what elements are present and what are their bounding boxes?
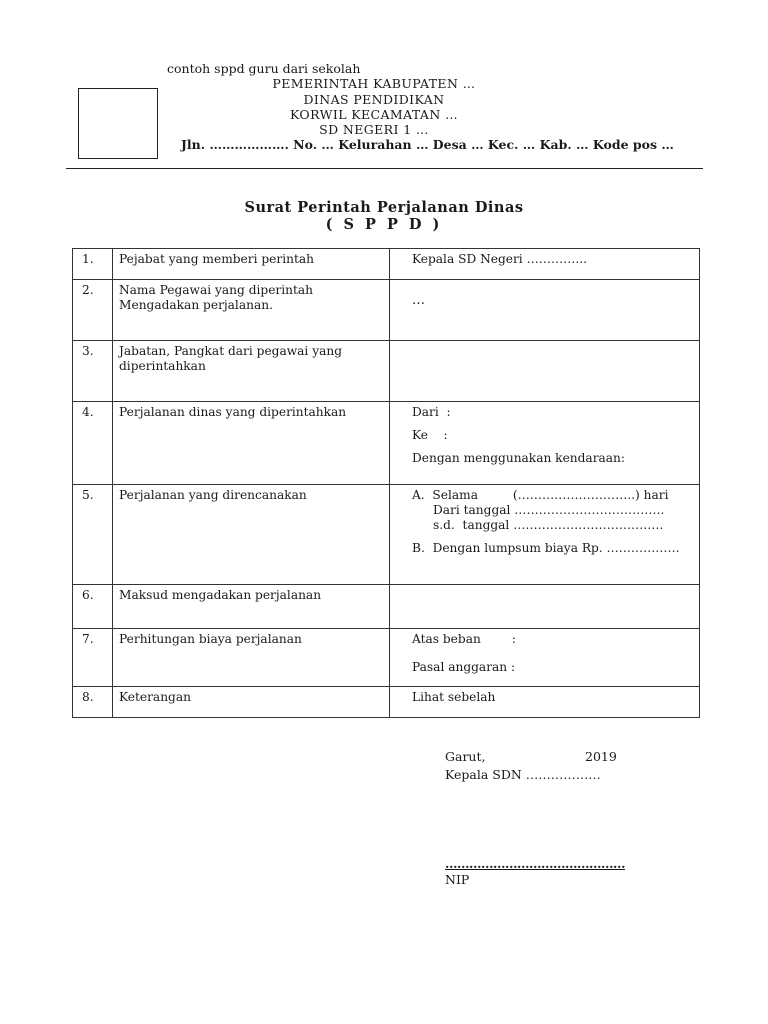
table-row — [73, 485, 700, 585]
row-value: Kepala SD Negeri …………... — [390, 249, 700, 280]
row-value — [390, 485, 700, 585]
header-district: KORWIL KECAMATAN … — [290, 107, 458, 122]
header-school: SD NEGERI 1 … — [319, 122, 429, 137]
row-label: Perjalanan dinas yang diperintahkan — [113, 402, 390, 485]
logo-placeholder — [78, 88, 158, 159]
document-title: Surat Perintah Perjalanan Dinas — [244, 199, 524, 216]
row-number: 5. — [73, 485, 113, 585]
vehicle-field: Dengan menggunakan kendaraan: — [412, 451, 626, 465]
header-government: PEMERINTAH KABUPATEN … — [272, 76, 476, 91]
header-divider — [66, 168, 703, 169]
row-label: Jabatan, Pangkat dari pegawai yang diperintahkan — [113, 341, 390, 402]
document-subtitle: ( S P P D ) — [325, 216, 443, 233]
row-value — [390, 585, 700, 629]
signature-place: Garut, — [445, 749, 486, 764]
row-label: Perhitungan biaya perjalanan — [113, 629, 390, 687]
origin-field: Dari : — [412, 405, 451, 419]
header-department: DINAS PENDIDIKAN — [303, 92, 445, 107]
row-value: Lihat sebelah — [390, 687, 700, 718]
header-address: Jln. ………………. No. … Kelurahan … Desa … Kec. … Kab. … Kode pos … — [181, 137, 674, 152]
end-date-field: s.d. tanggal ………………………………. — [433, 518, 664, 532]
row-label-line: Nama Pegawai yang diperintah — [119, 283, 314, 297]
signature-year: 2019 — [585, 749, 617, 764]
table-row — [73, 249, 700, 280]
row-number: 2. — [73, 280, 113, 341]
sppd-table — [72, 248, 700, 718]
row-label: Maksud mengadakan perjalanan — [113, 585, 390, 629]
destination-field: Ke : — [412, 428, 448, 442]
signature-place-date — [445, 749, 617, 764]
row-value-text: … — [412, 293, 425, 308]
row-label: Perjalanan yang direncanakan — [113, 485, 390, 585]
row-number: 8. — [73, 687, 113, 718]
budget-item-field: Pasal anggaran : — [412, 660, 516, 674]
row-value — [390, 629, 700, 687]
table-row — [73, 629, 700, 687]
signature-line: ……………………………………… — [445, 856, 625, 871]
table-row — [73, 402, 700, 485]
row-number: 3. — [73, 341, 113, 402]
row-label — [113, 280, 390, 341]
table-row — [73, 585, 700, 629]
row-number: 7. — [73, 629, 113, 687]
table-row — [73, 687, 700, 718]
row-number: 4. — [73, 402, 113, 485]
row-label-line: Mengadakan perjalanan. — [119, 298, 273, 312]
row-number: 1. — [73, 249, 113, 280]
duration-field: A. Selama (………………………..) hari — [412, 488, 669, 502]
document-note: contoh sppd guru dari sekolah — [167, 61, 361, 76]
row-value — [390, 280, 700, 341]
signature-nip: NIP — [445, 872, 470, 887]
table-row — [73, 341, 700, 402]
row-label: Pejabat yang memberi perintah — [113, 249, 390, 280]
row-value — [390, 341, 700, 402]
row-label: Keterangan — [113, 687, 390, 718]
start-date-field: Dari tanggal ………………………………. — [433, 503, 665, 517]
table-row — [73, 280, 700, 341]
lumpsum-field: B. Dengan lumpsum biaya Rp. ……………… — [412, 541, 680, 555]
row-value — [390, 402, 700, 485]
row-number: 6. — [73, 585, 113, 629]
funding-source-field: Atas beban : — [412, 632, 516, 646]
signature-role: Kepala SDN ……………… — [445, 767, 601, 782]
